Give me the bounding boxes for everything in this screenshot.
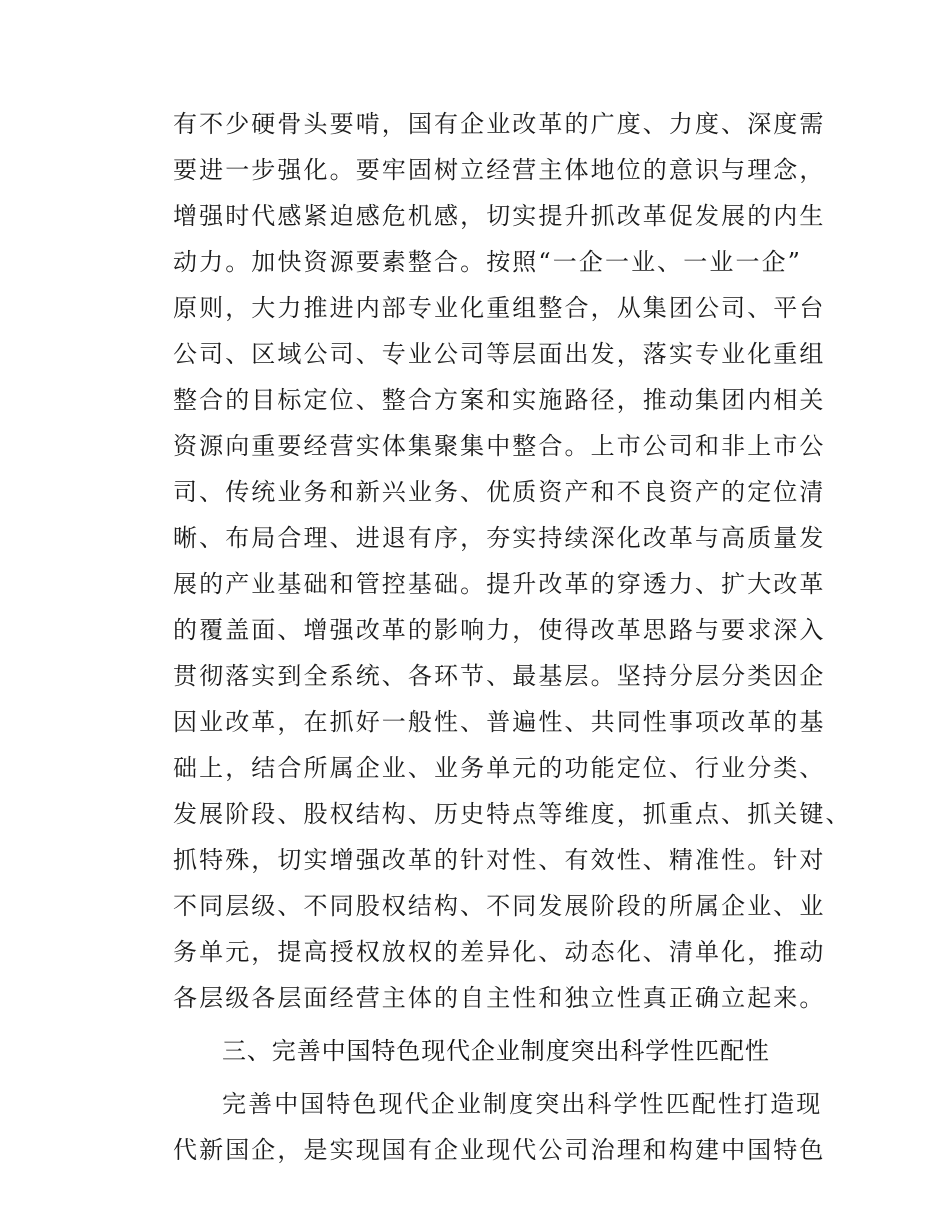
body-text-line: 公司、区域公司、专业公司等层面出发，落实专业化重组	[173, 340, 826, 368]
body-text-line: 原则，大力推进内部专业化重组整合，从集团公司、平台	[173, 294, 826, 322]
body-text-line: 发展阶段、股权结构、历史特点等维度，抓重点、抓关键、	[173, 800, 852, 828]
body-text-line: 贯彻落实到全系统、各环节、最基层。坚持分层分类因企	[173, 662, 826, 690]
body-text-line: 展的产业基础和管控基础。提升改革的穿透力、扩大改革	[173, 570, 826, 598]
body-text-line: 整合的目标定位、整合方案和实施路径，推动集团内相关	[173, 386, 826, 414]
body-text-line: 各层级各层面经营主体的自主性和独立性真正确立起来。	[173, 984, 826, 1012]
body-text-line: 晰、布局合理、进退有序，夯实持续深化改革与高质量发	[173, 524, 826, 552]
body-text-line: 资源向重要经营实体集聚集中整合。上市公司和非上市公	[173, 432, 826, 460]
body-text-line: 抓特殊，切实增强改革的针对性、有效性、精准性。针对	[173, 846, 826, 874]
body-text-line: 代新国企，是实现国有企业现代公司治理和构建中国特色	[173, 1136, 826, 1164]
body-text-line: 有不少硬骨头要啃，国有企业改革的广度、力度、深度需	[173, 110, 826, 138]
body-text-line: 司、传统业务和新兴业务、优质资产和不良资产的定位清	[173, 478, 826, 506]
body-text-line: 的覆盖面、增强改革的影响力，使得改革思路与要求深入	[173, 616, 826, 644]
body-text-line: 因业改革，在抓好一般性、普遍性、共同性事项改革的基	[173, 708, 826, 736]
body-text-line: 要进一步强化。要牢固树立经营主体地位的意识与理念，	[173, 156, 826, 184]
body-text-line: 不同层级、不同股权结构、不同发展阶段的所属企业、业	[173, 892, 826, 920]
body-text-line: 础上，结合所属企业、业务单元的功能定位、行业分类、	[173, 754, 826, 782]
body-text-line: 务单元，提高授权放权的差异化、动态化、清单化，推动	[173, 938, 826, 966]
body-text-line: 完善中国特色现代企业制度突出科学性匹配性打造现	[222, 1090, 823, 1118]
body-text-line: 增强时代感紧迫感危机感，切实提升抓改革促发展的内生	[173, 202, 826, 230]
body-text-line: 动力。加快资源要素整合。按照“一企一业、一业一企”	[173, 248, 803, 276]
section-heading: 三、完善中国特色现代企业制度突出科学性匹配性	[222, 1037, 770, 1065]
